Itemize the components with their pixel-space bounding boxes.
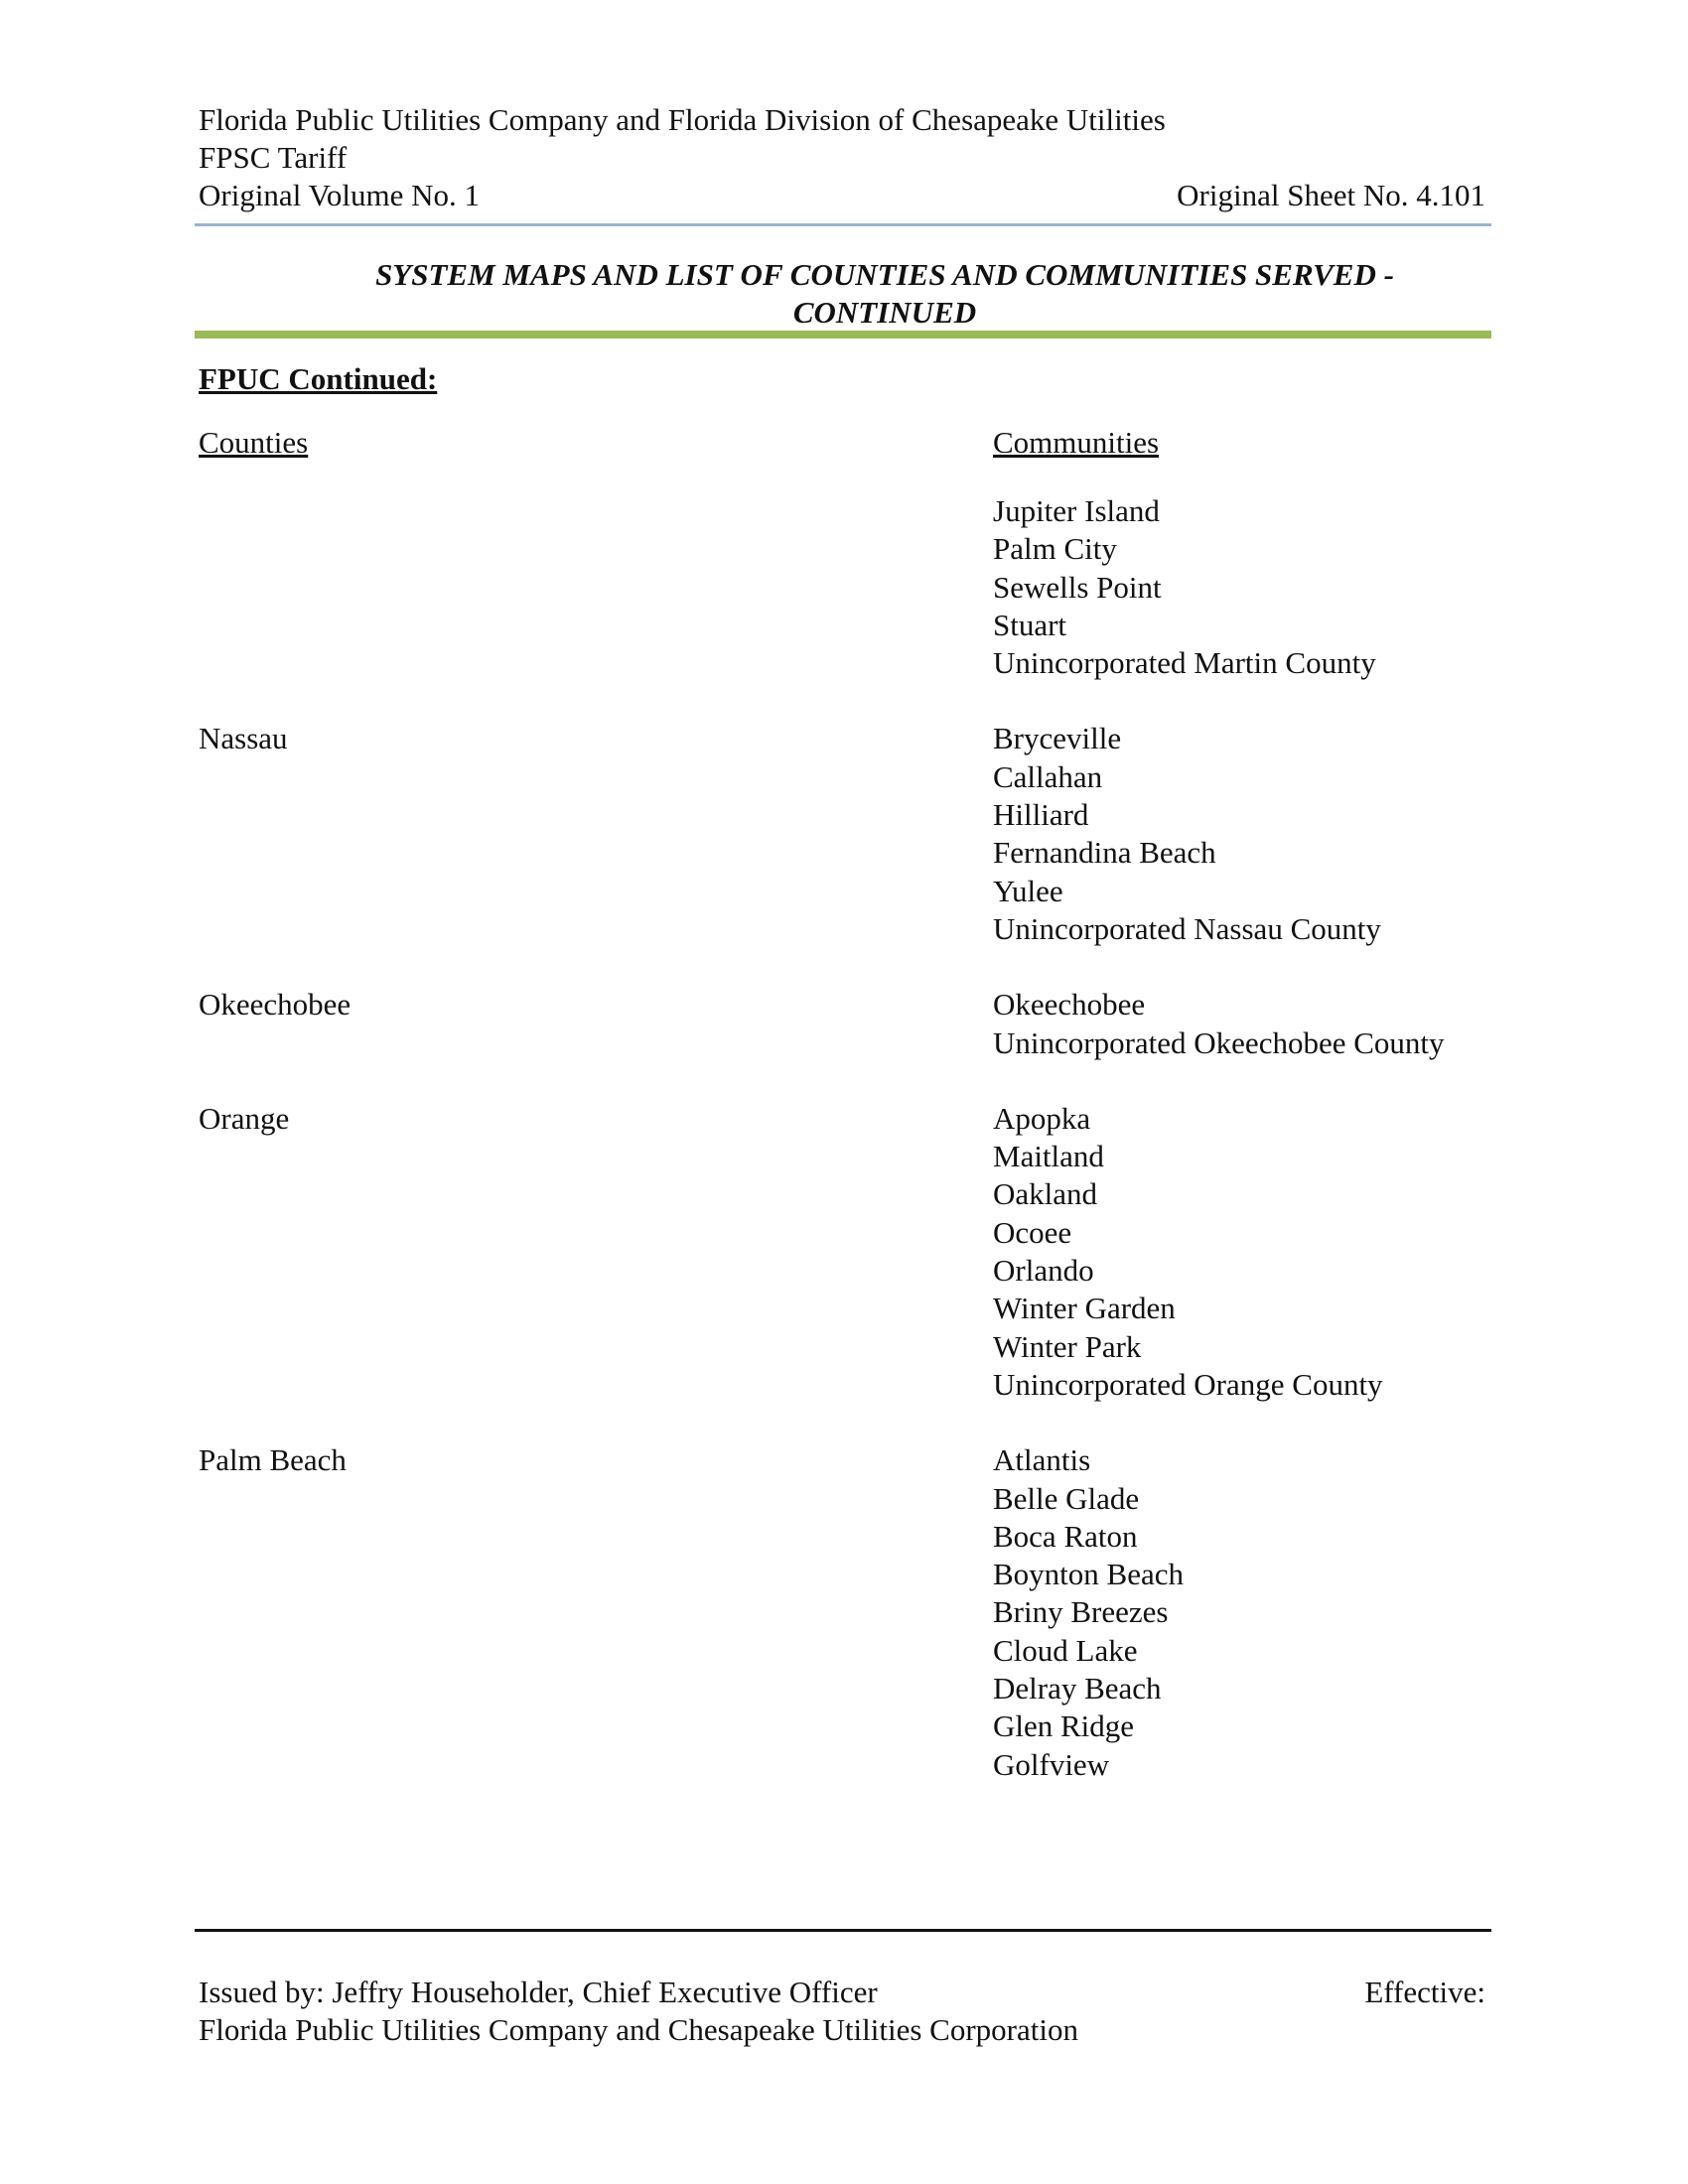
header-sheet-number: Original Sheet No. 4.101: [1177, 178, 1485, 212]
header-company: Florida Public Utilities Company and Florida Division of Chesapeake Utilities: [199, 102, 1166, 137]
county-group: [199, 492, 1491, 682]
footer-effective: Effective:: [1364, 1975, 1485, 2009]
county-name: Palm Beach: [199, 1442, 347, 1478]
community-item: Cloud Lake: [993, 1632, 1138, 1668]
community-item: Unincorporated Okeechobee County: [993, 1024, 1445, 1060]
footer-divider: [195, 1929, 1491, 1932]
community-item: Yulee: [993, 873, 1063, 908]
header-volume-row: [199, 177, 1491, 214]
community-item: Jupiter Island: [993, 493, 1160, 528]
community-item: Winter Park: [993, 1328, 1142, 1364]
community-item: Delray Beach: [993, 1671, 1162, 1706]
page-title: [278, 256, 1491, 332]
community-item: Fernandina Beach: [993, 835, 1216, 871]
tariff-page: [199, 0, 1491, 2184]
community-item: Palm City: [993, 531, 1117, 567]
section-heading: FPUC Continued:: [199, 361, 438, 396]
community-item: Winter Garden: [993, 1291, 1176, 1326]
community-item: Okeechobee: [993, 987, 1146, 1023]
community-item: Unincorporated Martin County: [993, 645, 1376, 681]
community-item: Glen Ridge: [993, 1708, 1135, 1744]
community-item: Callahan: [993, 758, 1103, 794]
community-item: Hilliard: [993, 797, 1089, 833]
county-name: Nassau: [199, 721, 288, 756]
community-list: [993, 492, 1376, 682]
community-item: Sewells Point: [993, 569, 1162, 605]
community-item: Boynton Beach: [993, 1557, 1184, 1592]
community-item: Unincorporated Orange County: [993, 1366, 1383, 1402]
community-list: [993, 986, 1445, 1062]
header-divider: [195, 223, 1491, 226]
community-item: Maitland: [993, 1139, 1104, 1174]
communities-column-heading: Communities: [993, 425, 1160, 460]
community-item: Boca Raton: [993, 1518, 1138, 1554]
header-tariff: FPSC Tariff: [199, 140, 348, 175]
community-item: Bryceville: [993, 721, 1122, 756]
county-group: [199, 1441, 1491, 1784]
footer-issued-row: [199, 1974, 1491, 2011]
community-item: Atlantis: [993, 1442, 1091, 1478]
community-item: Apopka: [993, 1100, 1091, 1136]
county-group: [199, 986, 1491, 1062]
county-name: Orange: [199, 1100, 290, 1136]
community-list: [993, 720, 1381, 948]
community-item: Orlando: [993, 1253, 1094, 1289]
community-item: Unincorporated Nassau County: [993, 910, 1381, 946]
community-list: [993, 1100, 1383, 1404]
title-divider: [195, 331, 1491, 339]
page-title-line-2: CONTINUED: [792, 295, 977, 330]
page-title-line-1: SYSTEM MAPS AND LIST OF COUNTIES AND COMMUNITIES SERVED -: [375, 257, 1394, 292]
footer-company: Florida Public Utilities Company and Chesapeake Utilities Corporation: [199, 2012, 1078, 2047]
county-community-list: [199, 492, 1491, 1822]
community-item: Golfview: [993, 1746, 1110, 1782]
county-group: [199, 720, 1491, 948]
header-volume: Original Volume No. 1: [199, 178, 481, 212]
county-name: [199, 492, 993, 682]
county-group: [199, 1100, 1491, 1404]
footer-issued-by: Issued by: Jeffry Householder, Chief Executive Officer: [199, 1975, 878, 2009]
community-item: Belle Glade: [993, 1480, 1140, 1516]
county-name: Okeechobee: [199, 987, 352, 1023]
community-item: Stuart: [993, 607, 1067, 642]
community-item: Oakland: [993, 1176, 1098, 1212]
community-item: Briny Breezes: [993, 1594, 1169, 1630]
community-list: [993, 1441, 1184, 1784]
community-item: Ocoee: [993, 1214, 1072, 1250]
counties-column-heading: Counties: [199, 425, 309, 460]
